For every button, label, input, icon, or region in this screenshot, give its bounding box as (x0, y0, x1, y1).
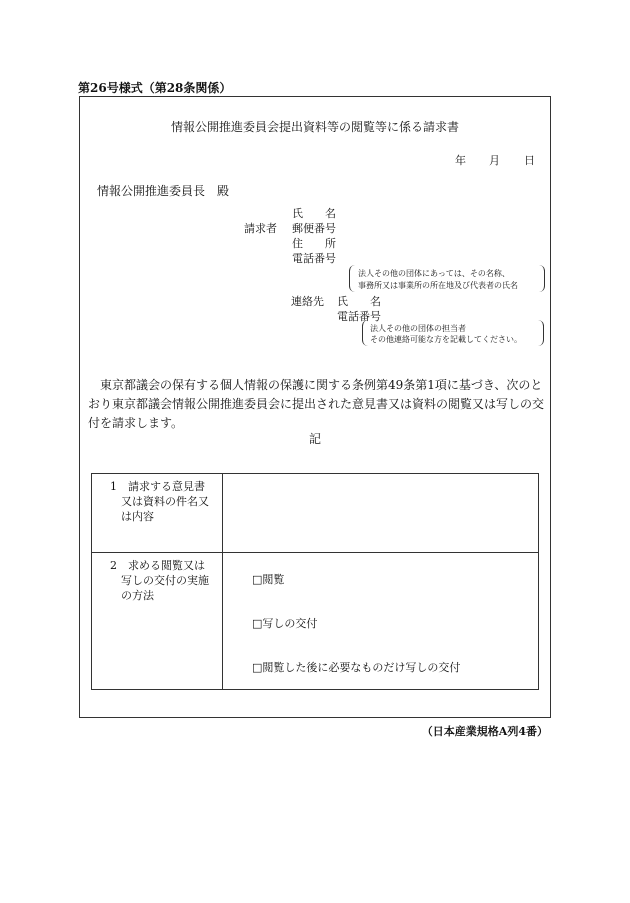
date-month-label: 月 (489, 154, 500, 167)
requester-name-label: 氏 名 (292, 207, 336, 220)
contact-note-line1: 法人その他の団体の担当者 (370, 324, 466, 333)
requester-label: 請求者 (244, 222, 277, 235)
row2-label-line1: 2 求める閲覧又は (110, 559, 205, 572)
form-title: 情報公開推進委員会提出資料等の閲覧等に係る請求書 (170, 120, 459, 134)
requester-note-line2: 事務所又は事業所の所在地及び代表者の氏名 (358, 281, 518, 290)
request-statement: 東京都議会の保有する個人情報の保護に関する条例第49条第1項に基づき、次のとおり東京都議会情報公開推進委員会に提出された意見書又は資料の閲覧又は写しの交付を請求します。 (88, 378, 545, 430)
ki-heading: 記 (309, 432, 322, 446)
table-column-divider (222, 474, 223, 689)
requester-phone-label: 電話番号 (292, 252, 336, 265)
contact-note-line2: その他連絡可能な方を記載してください。 (370, 335, 522, 344)
option-copy-checkbox[interactable]: □写しの交付 (252, 617, 318, 630)
option-view-then-copy-checkbox[interactable]: □閲覧した後に必要なものだけ写しの交付 (252, 661, 461, 674)
row2-label-line2: 写しの交付の実施 (121, 574, 209, 587)
contact-label: 連絡先 (291, 295, 324, 308)
requester-note-line1: 法人その他の団体にあっては、その名称、 (358, 269, 510, 278)
row1-label-line3: は内容 (121, 510, 154, 523)
option-viewing-checkbox[interactable]: □閲覧 (252, 573, 285, 586)
paper-size-note: （日本産業規格A列4番） (421, 725, 548, 738)
requester-address-label: 住 所 (292, 237, 336, 250)
row1-label-line1: 1 請求する意見書 (110, 480, 205, 493)
request-table (91, 473, 539, 690)
row1-label-line2: 又は資料の件名又 (121, 495, 209, 508)
row2-label-line3: の方法 (121, 589, 154, 602)
contact-phone-label: 電話番号 (337, 310, 381, 323)
date-day-label: 日 (524, 154, 535, 167)
addressee: 情報公開推進委員長 殿 (97, 184, 230, 198)
contact-name-label: 氏 名 (337, 295, 381, 308)
date-year-label: 年 (455, 154, 466, 167)
form-number-label: 第26号様式（第28条関係） (78, 81, 232, 95)
table-row-divider (92, 552, 538, 553)
requester-postal-label: 郵便番号 (292, 222, 336, 235)
